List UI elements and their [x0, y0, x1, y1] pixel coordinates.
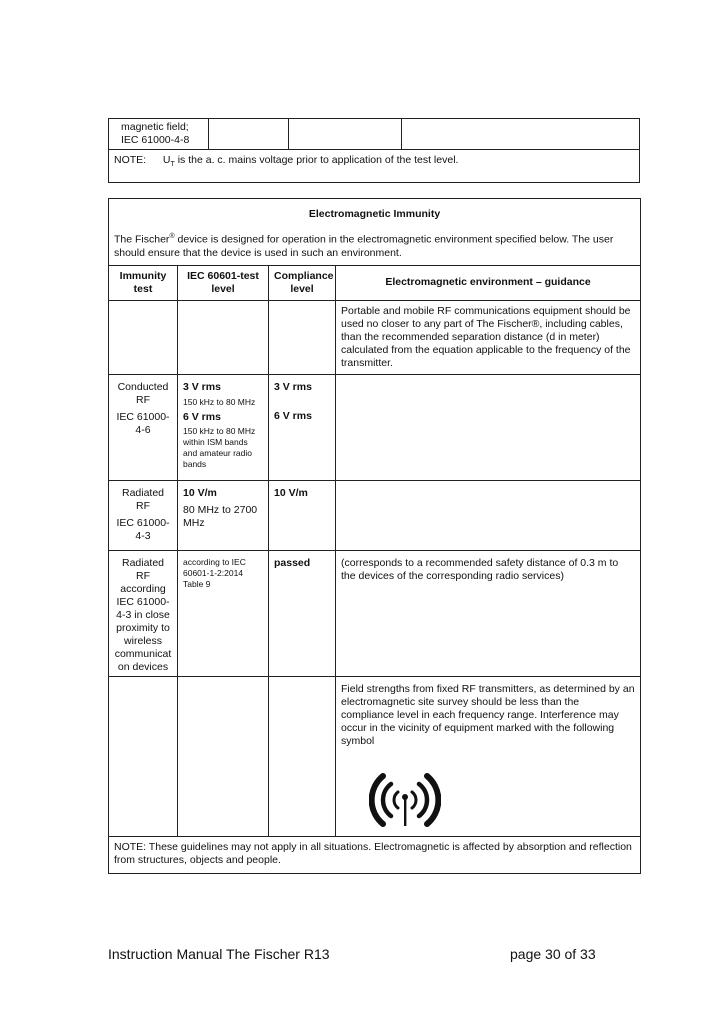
header-guidance: Electromagnetic environment – guidance: [336, 265, 641, 300]
test-conducted-rf: Conducted RF IEC 61000-4-6: [109, 374, 178, 480]
table-note-row: [109, 150, 640, 183]
table-cell: [336, 374, 641, 480]
guidance-field-strength: Field strengths from fixed RF transmitters, as determined by an electromagnetic site survey should be less than the compliance level in each frequency range. Interference may occur in the vicinity of equipment marked with the following symbol: [336, 676, 641, 836]
compliance-proximity: passed: [269, 550, 336, 676]
header-compliance-level: Compliance level: [269, 265, 336, 300]
guidance-portable: Portable and mobile RF communications equipment should be used no closer to any part of The Fischer®, including cables, than the recommended separation distance (d in meter) calculated from the equation applicable to the frequency of the transmitter.: [336, 300, 641, 374]
table-cell: [109, 300, 178, 374]
non-ionizing-radiation-icon: [369, 766, 635, 834]
table-title-row: [109, 199, 641, 229]
table-note: [109, 150, 640, 183]
cell-text: IEC 61000-4-8: [121, 134, 190, 146]
table-row: [109, 550, 641, 676]
guidance-proximity: (corresponds to a recommended safety distance of 0.3 m to the devices of the corresponding radio services): [336, 550, 641, 676]
table-cell: [208, 119, 288, 150]
note-symbol: $U_T$: [162, 154, 175, 169]
header-immunity-test: Immunity test: [109, 265, 178, 300]
footer-page-number: page 30 of 33: [510, 946, 596, 962]
table-note-row: [109, 836, 641, 873]
table-row: [109, 480, 641, 550]
table-title: Electromagnetic Immunity: [109, 199, 641, 229]
cell-text: magnetic field;: [121, 121, 189, 133]
table-cell: [336, 480, 641, 550]
table-intro: The Fischer® device is designed for operation in the electromagnetic environment specified below. The user should ensure that the device is used in such an environment.: [109, 228, 641, 265]
table-row: [109, 119, 640, 150]
previous-table-continuation: [108, 118, 640, 183]
level-proximity: according to IEC 60601-1-2:2014 Table 9: [178, 550, 269, 676]
table-cell: [402, 119, 640, 150]
footer-manual-title: Instruction Manual The Fischer R13: [108, 946, 330, 962]
table-row: [109, 676, 641, 836]
level-conducted: 3 V rms 150 kHz to 80 MHz 6 V rms 150 kHz to 80 MHz within ISM bands and amateur radio bands: [178, 374, 269, 480]
header-test-level: IEC 60601-test level: [178, 265, 269, 300]
compliance-radiated: 10 V/m: [269, 480, 336, 550]
table-cell: [109, 676, 178, 836]
level-radiated: 10 V/m 80 MHz to 2700 MHz: [178, 480, 269, 550]
table-cell: [178, 676, 269, 836]
table-cell: [178, 300, 269, 374]
table-header-row: [109, 265, 641, 300]
table-row: [109, 374, 641, 480]
compliance-conducted: 3 V rms 6 V rms: [269, 374, 336, 480]
note-text: is the a. c. mains voltage prior to application of the test level.: [174, 154, 459, 166]
test-radiated-proximity: Radiated RF according IEC 61000-4-3 in close proximity to wireless communicat on devices: [109, 550, 178, 676]
table-cell: [288, 119, 402, 150]
table-cell: [269, 300, 336, 374]
table-note: NOTE: These guidelines may not apply in all situations. Electromagnetic is affected by absorption and reflection from structures, objects and people.: [109, 836, 641, 873]
table-cell: [109, 119, 209, 150]
table-row: [109, 300, 641, 374]
test-radiated-rf: Radiated RF IEC 61000-4-3: [109, 480, 178, 550]
table-intro-row: [109, 228, 641, 265]
electromagnetic-immunity-table: [108, 198, 641, 874]
table-cell: [269, 676, 336, 836]
note-label: NOTE:: [114, 154, 147, 166]
